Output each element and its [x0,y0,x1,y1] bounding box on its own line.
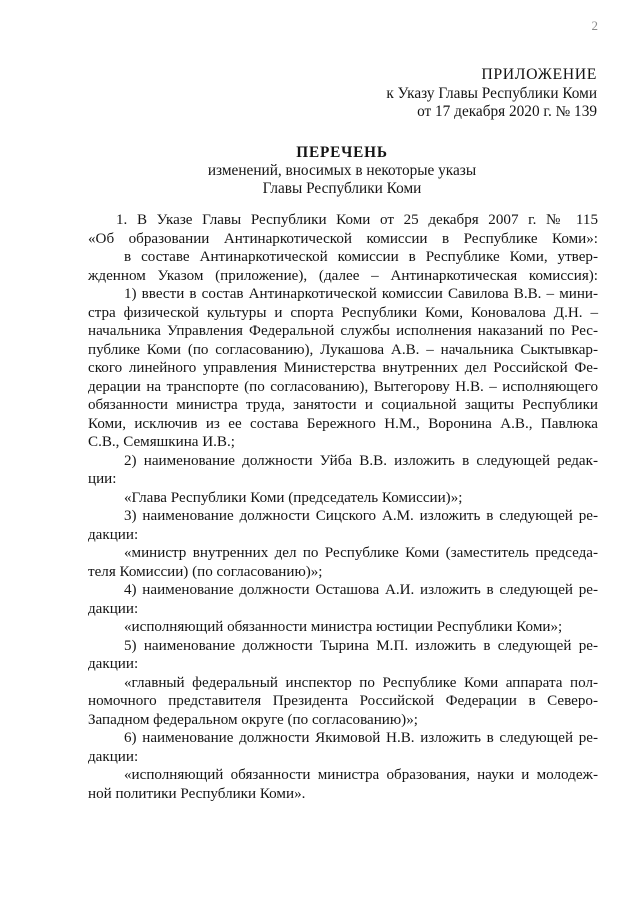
body-line: начальника Управления Федеральной службы исполнения наказаний по Рес- [88,323,598,339]
body-line: Западном федеральном округе (по согласованию)»; [88,711,418,728]
body-line: «исполняющий обязанности министра образования, науки и молодеж- [124,767,598,783]
body-line: ной политики Республики Коми». [88,785,306,802]
body-line: 5) наименование должности Тырина М.П. изложить в следующей ре- [124,637,598,654]
body-line: теля Комиссии) (по согласованию)»; [88,563,323,580]
body-line: 6) наименование должности Якимовой Н.В. изложить в следующей ре- [124,730,598,746]
body-line: жденном Указом (приложение), (далее – Антинаркотическая комиссия): [88,267,598,284]
body-line: 1) ввести в состав Антинаркотической комиссии Савилова В.В. – мини- [124,286,598,302]
body-line: «исполняющий обязанности министра юстиции Республики Коми»; [124,619,563,635]
document-heading [0,143,640,198]
appendix-title: ПРИЛОЖЕНИЕ [481,66,597,83]
body-line: обязанности министра труда, занятости и социальной защиты Республики [88,397,598,413]
page-number: 2 [591,18,598,33]
body-line: 1. В Указе Главы Республики Коми от 25 декабря 2007 г. № 115 [116,212,598,228]
body-line: дерации на транспорте (по согласованию), Вытегорову Н.В. – исполняющего [88,378,598,395]
body-line: дакции: [88,526,139,543]
body-line: 4) наименование должности Осташова А.И. изложить в следующей ре- [124,582,598,598]
appendix-block [386,66,597,122]
document-subtitle-line-2: Главы Республики Коми [262,180,422,197]
body-line: 2) наименование должности Уйба В.В. изложить в следующей редак- [124,452,598,469]
body-line: дакции: [88,748,139,765]
document-subtitle-line-1: изменений, вносимых в некоторые указы [207,162,477,179]
body-line: дакции: [88,656,139,672]
body-line: номочного представителя Президента Российской Федерации в Северо- [88,693,598,709]
document-title: ПЕРЕЧЕНЬ [296,144,388,161]
body-line: «Глава Республики Коми (председатель Комиссии)»; [124,489,463,506]
body-line: С.В., Семяшкина И.В.; [88,434,235,450]
appendix-date-line: от 17 декабря 2020 г. № 139 [417,103,597,120]
body-line: стра физической культуры и спорта Республики Коми, Коновалова Д.Н. – [88,304,598,321]
body-line: ции: [88,471,117,487]
body-line: в составе Антинаркотической комиссии в Республике Коми, утвер- [124,249,598,265]
body-line: «министр внутренних дел по Республике Коми (заместитель председа- [124,545,598,561]
body-line: ского линейного управления Министерства внутренних дел Российской Фе- [88,360,598,376]
body-line: «Об образовании Антинаркотической комиссии в Республике Коми»: [88,230,598,247]
body-line: 3) наименование должности Сицского А.М. изложить в следующей ре- [124,508,598,524]
document-body [88,211,598,803]
appendix-decree-line: к Указу Главы Республики Коми [386,84,597,102]
body-line: «главный федеральный инспектор по Республике Коми аппарата пол- [124,674,598,691]
body-line: публике Коми (по согласованию), Лукашова А.В. – начальника Сыктывкар- [88,341,598,358]
body-line: дакции: [88,600,139,617]
body-line: Коми, исключив из ее состава Бережного Н.М., Воронина А.В., Павлюка [88,415,598,432]
